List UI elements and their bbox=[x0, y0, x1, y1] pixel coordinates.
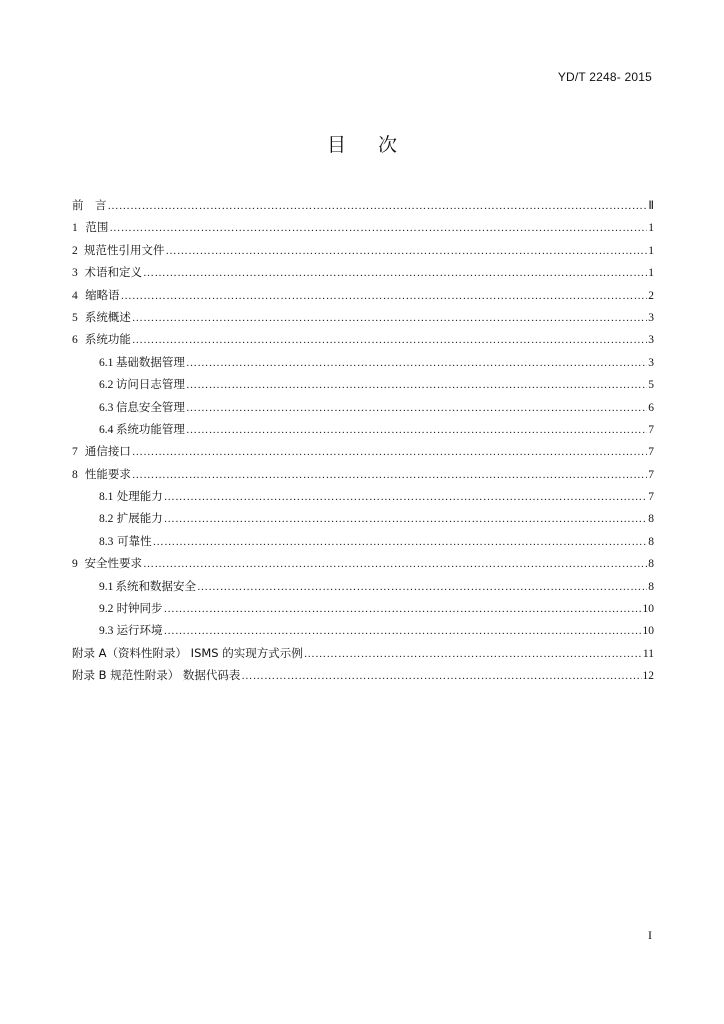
toc-leader-dots bbox=[164, 486, 647, 507]
toc-entry-number: 1 bbox=[72, 222, 78, 235]
toc-entry-number: 8.1 bbox=[99, 491, 114, 504]
toc-entry[interactable] bbox=[72, 396, 654, 418]
toc-entry-page: Ⅱ bbox=[648, 200, 654, 212]
toc-entry-page: 8 bbox=[648, 558, 654, 571]
toc-leader-dots bbox=[241, 665, 641, 686]
toc-entry-number: 6.4 bbox=[99, 423, 114, 436]
toc-entry-label: 系统功能 bbox=[84, 332, 131, 347]
toc-entry-label: 术语和定义 bbox=[84, 265, 143, 280]
toc-leader-dots bbox=[121, 285, 647, 306]
toc-entry-label: 信息安全管理 bbox=[115, 399, 185, 414]
toc-entry-label: 性能要求 bbox=[84, 466, 131, 481]
toc-leader-dots bbox=[186, 374, 647, 395]
toc-entry-label: 扩展能力 bbox=[116, 511, 163, 526]
toc-entry-page: 3 bbox=[648, 356, 654, 369]
toc-entry-page: 11 bbox=[642, 647, 654, 660]
toc-entry-label: 系统功能管理 bbox=[115, 421, 185, 436]
toc-entry-number: 6.2 bbox=[99, 379, 114, 392]
toc-entry-label: 规范性引用文件 bbox=[83, 242, 165, 257]
toc-entry-label: 系统和数据安全 bbox=[115, 578, 197, 593]
toc-entry-label: 处理能力 bbox=[116, 489, 163, 504]
toc-entry-page: 5 bbox=[648, 379, 654, 392]
page-number: I bbox=[648, 928, 652, 942]
toc-entry-page: 1 bbox=[648, 244, 654, 257]
toc-entry-page: 7 bbox=[648, 446, 654, 459]
toc-entry-label: 前 言 bbox=[72, 198, 107, 212]
toc-leader-dots bbox=[197, 576, 647, 597]
toc-leader-dots bbox=[132, 441, 647, 462]
toc-entry-number: 8.3 bbox=[99, 535, 114, 548]
toc-leader-dots bbox=[132, 329, 647, 350]
toc-entry-number: 9.1 bbox=[99, 580, 114, 593]
toc-entry-page: 10 bbox=[642, 625, 654, 638]
document-code: YD/T 2248- 2015 bbox=[557, 70, 652, 84]
toc-entry-page: 8 bbox=[648, 513, 654, 526]
toc-entry-number: 8.2 bbox=[99, 513, 114, 526]
toc-entry[interactable] bbox=[72, 597, 654, 619]
toc-entry-page: 3 bbox=[648, 311, 654, 324]
toc-entry-page: 8 bbox=[648, 580, 654, 593]
toc-entry-number: 4 bbox=[72, 289, 78, 302]
toc-leader-dots bbox=[132, 307, 647, 328]
toc-entry-label: 运行环境 bbox=[116, 623, 163, 638]
title-char-2: 次 bbox=[378, 134, 398, 156]
toc-entry-page: 6 bbox=[648, 401, 654, 414]
toc-entry[interactable] bbox=[72, 440, 654, 462]
toc-leader-dots bbox=[165, 240, 647, 261]
toc-entry-page: 7 bbox=[648, 491, 654, 504]
toc-entry[interactable] bbox=[72, 485, 654, 507]
toc-entry[interactable] bbox=[72, 306, 654, 328]
toc-entry-page: 10 bbox=[642, 603, 654, 616]
toc-leader-dots bbox=[186, 352, 647, 373]
toc-entry[interactable] bbox=[72, 418, 654, 440]
toc-entry-number: 6.3 bbox=[99, 401, 114, 414]
toc-entry-label: 通信接口 bbox=[84, 444, 131, 459]
toc-leader-dots bbox=[304, 643, 642, 664]
toc-entry-label: 基础数据管理 bbox=[115, 354, 185, 369]
toc-entry-number: 8 bbox=[72, 468, 78, 481]
toc-leader-dots bbox=[108, 195, 648, 216]
toc-entry[interactable] bbox=[72, 552, 654, 574]
toc-entry[interactable] bbox=[72, 642, 654, 664]
toc-entry[interactable] bbox=[72, 328, 654, 350]
toc-entry-page: 8 bbox=[648, 535, 654, 548]
toc-entry[interactable] bbox=[72, 530, 654, 552]
toc-entry[interactable] bbox=[72, 575, 654, 597]
title-char-1: 目 bbox=[326, 134, 346, 156]
toc-entry[interactable] bbox=[72, 664, 654, 686]
toc-entry-label: 附录 A（资料性附录） ISMS 的实现方式示例 bbox=[72, 645, 303, 660]
toc-entry-label: 时钟同步 bbox=[116, 601, 163, 616]
toc-entry[interactable] bbox=[72, 373, 654, 395]
toc-entry[interactable] bbox=[72, 463, 654, 485]
toc-entry-number: 6 bbox=[72, 334, 78, 347]
toc-entry-page: 12 bbox=[642, 670, 654, 683]
toc-entry-label: 安全性要求 bbox=[84, 556, 143, 571]
toc-entry-number: 9 bbox=[72, 558, 78, 571]
toc-leader-dots bbox=[164, 620, 642, 641]
toc-entry-number: 2 bbox=[72, 244, 78, 257]
toc-leader-dots bbox=[186, 397, 647, 418]
toc-entry[interactable] bbox=[72, 507, 654, 529]
toc-entry-number: 5 bbox=[72, 311, 78, 324]
toc-leader-dots bbox=[143, 262, 647, 283]
toc-entry-number: 6.1 bbox=[99, 356, 114, 369]
toc-entry-page: 7 bbox=[648, 468, 654, 481]
table-of-contents bbox=[72, 194, 654, 687]
toc-entry[interactable] bbox=[72, 284, 654, 306]
toc-entry[interactable] bbox=[72, 619, 654, 641]
toc-entry-number: 9.2 bbox=[99, 603, 114, 616]
toc-leader-dots bbox=[164, 598, 642, 619]
toc-entry[interactable] bbox=[72, 351, 654, 373]
toc-entry-label: 访问日志管理 bbox=[115, 377, 185, 392]
toc-entry-page: 2 bbox=[648, 289, 654, 302]
toc-entry[interactable] bbox=[72, 261, 654, 283]
toc-entry-label: 附录 B 规范性附录） 数据代码表 bbox=[72, 668, 241, 683]
toc-leader-dots bbox=[109, 217, 647, 238]
toc-entry-label: 缩略语 bbox=[85, 287, 120, 302]
toc-entry[interactable] bbox=[72, 194, 654, 216]
toc-entry[interactable] bbox=[72, 239, 654, 261]
toc-leader-dots bbox=[132, 464, 647, 485]
toc-entry-page: 7 bbox=[648, 423, 654, 436]
toc-entry[interactable] bbox=[72, 216, 654, 238]
toc-entry-label: 范围 bbox=[85, 220, 109, 235]
toc-leader-dots bbox=[164, 508, 647, 529]
toc-entry-number: 7 bbox=[72, 446, 78, 459]
toc-leader-dots bbox=[153, 531, 647, 552]
toc-entry-label: 可靠性 bbox=[117, 533, 152, 548]
toc-entry-number: 9.3 bbox=[99, 625, 114, 638]
toc-entry-label: 系统概述 bbox=[84, 309, 131, 324]
page-title bbox=[0, 130, 724, 157]
toc-entry-number: 3 bbox=[72, 267, 78, 280]
toc-leader-dots bbox=[186, 419, 647, 440]
toc-entry-page: 3 bbox=[648, 334, 654, 347]
toc-entry-page: 1 bbox=[648, 267, 654, 280]
toc-leader-dots bbox=[143, 553, 647, 574]
toc-entry-page: 1 bbox=[648, 222, 654, 235]
